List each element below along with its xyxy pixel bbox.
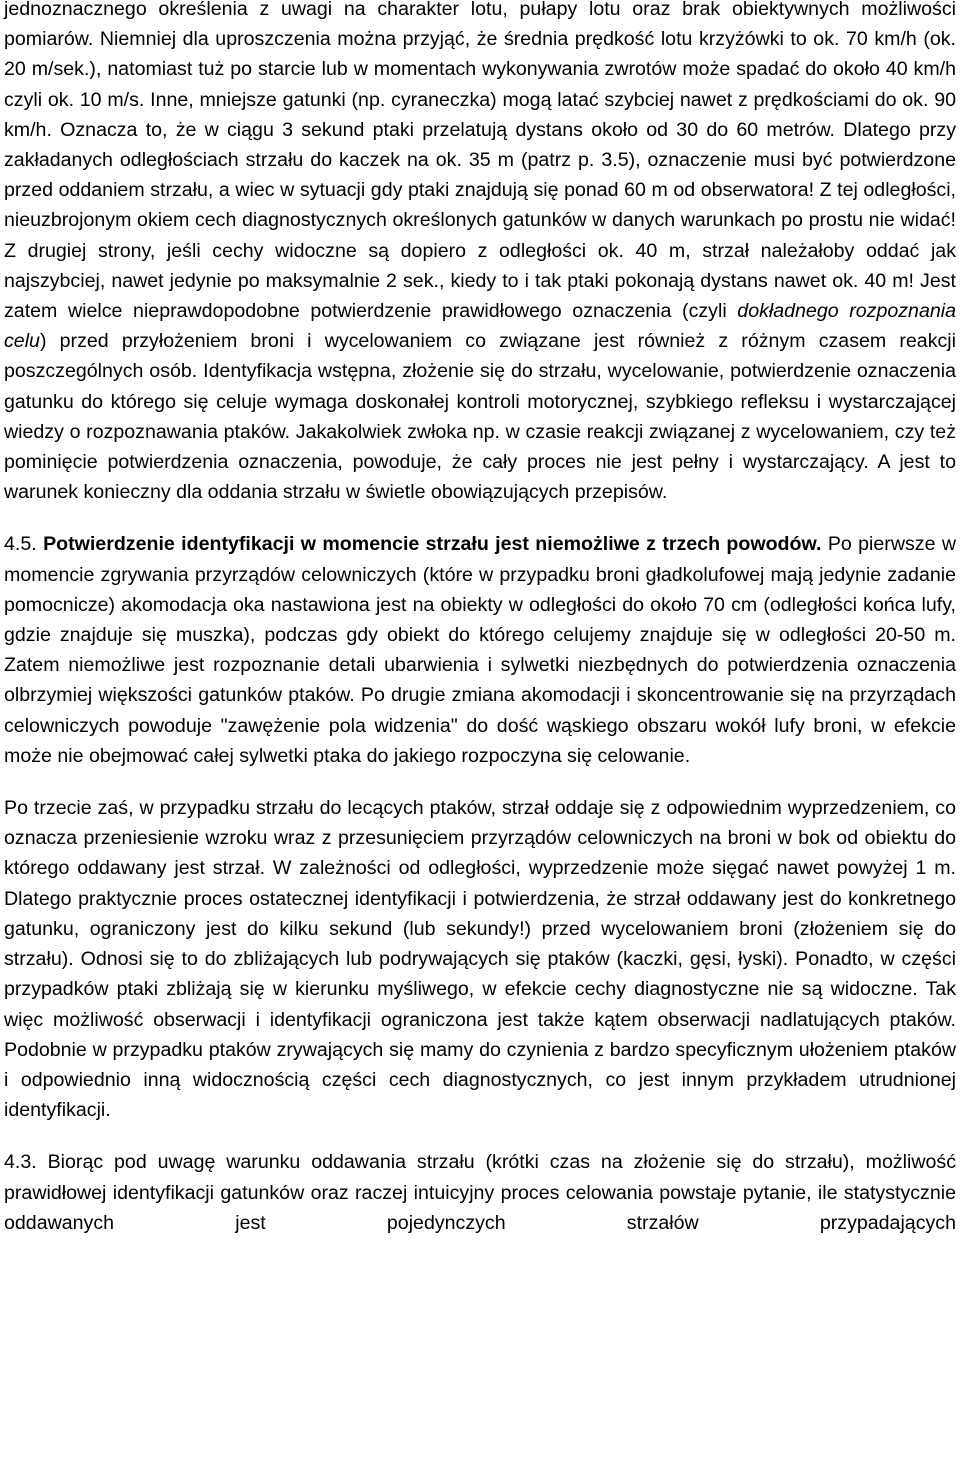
paragraph-text: Biorąc pod uwagę warunku oddawania strzału (krótki czas na złożenie się do strzału), możliwość prawidłowej identyfikacji gatunków oraz raczej intuicyjny proces celowania powstaje pytanie, ile statystycznie oddawanych jest pojedynczych strzałów przypadających (4, 1151, 956, 1234)
paragraph-text: Po trzecie zaś, w przypadku strzału do lecących ptaków, strzał oddaje się z odpowiednim wyprzedzeniem, co oznacza przeniesienie wzroku wraz z przesunięciem przyrządów celowniczych na broni w bok od obiektu do którego oddawany jest strzał. W zależności od odległości, wyprzedzenie może sięgać nawet powyżej 1 m. Dlatego praktycznie proces ostatecznej identyfikacji i potwierdzenia, że strzał oddawany jest do konkretnego gatunku, ograniczony jest do kilku sekund (lub sekundy!) przed wycelowaniem broni (złożeniem się do strzału). Odnosi się to do zbliżających lub podrywających się ptaków (kaczki, gęsi, łyski). Ponadto, w części przypadków ptaki zbliżają się w kierunku myśliwego, w efekcie cechy diagnostyczne nie są widoczne. Tak więc możliwość obserwacji i identyfikacji ograniczona jest także kątem obserwacji nadlatujących ptaków. Podobnie w przypadku ptaków zrywających się mamy do czynienia z bardzo specyficznym ułożeniem ptaków i odpowiednio inną widocznością części cech diagnostycznych, co jest innym przykładem utrudnionej identyfikacji. (4, 797, 956, 1122)
paragraph-text: jednoznacznego określenia z uwagi na charakter lotu, pułapy lotu oraz brak obiektywnych możliwości pomiarów. Niemniej dla uproszczenia można przyjąć, że średnia prędkość lotu krzyżówki to ok. 70 km/h (ok. 20 m/sek.), natomiast tuż po starcie lub w momentach wykonywania zwrotów może spadać do około 40 km/h czyli ok. 10 m/s. Inne, mniejsze gatunki (np. cyraneczka) mogą latać szybciej nawet z prędkościami do ok. 90 km/h. Oznacza to, że w ciągu 3 sekund ptaki przelatują dystans około od 30 do 60 metrów. Dlatego przy zakładanych odległościach strzału do kaczek na ok. 35 m (patrz p. 3.5), oznaczenie musi być potwierdzone przed oddaniem strzału, a wiec w sytuacji gdy ptaki znajdują się ponad 60 m od obserwatora! Z tej odległości, nieuzbrojonym okiem cech diagnostycznych określonych gatunków w danych warunkach po prostu nie widać! Z drugiej strony, jeśli cechy widoczne są dopiero z odległości ok. 40 m, strzał należałoby oddać jak najszybciej, nawet jedynie po maksymalnie 2 sek., kiedy to i tak ptaki pokonają dystans nawet ok. 40 m! Jest zatem wielce nieprawdopodobne potwierdzenie prawidłowego oznaczenia (czyli (4, 0, 956, 323)
section-number: 4.5. (4, 533, 37, 556)
paragraph-text: ) przed przyłożeniem broni i wycelowaniem co związane jest również z różnym czasem reakcji poszczególnych osób. Identyfikacja wstępna, złożenie się do strzału, wycelowanie, potwierdzenie oznaczenia gatunku do którego się celuje wymaga doskonałej kontroli motorycznej, szybkiego refleksu i wystarczającej wiedzy o rozpoznawania ptaków. Jakakolwiek zwłoka np. w czasie reakcji związanej z wycelowaniem, czy też pominięcie potwierdzenia oznaczenia, powoduje, że cały proces nie jest pełny i wystarczający. A jest to warunek konieczny dla oddania strzału w świetle obowiązujących przepisów. (4, 330, 956, 504)
document-page (4, 0, 956, 1238)
paragraph-text: Po pierwsze w momencie zgrywania przyrządów celowniczych (które w przypadku broni gładkolufowej mają jedynie zadanie pomocnicze) akomodacja oka nastawiona jest na obiekty w odległości do około 70 cm (odległości końca lufy, gdzie znajduje się muszka), podczas gdy obiekt do którego celujemy znajduje się w odległości 20-50 m. Zatem niemożliwe jest rozpoznanie detali ubarwienia i sylwetki niezbędnych do potwierdzenia oznaczenia olbrzymiej większości gatunków ptaków. Po drugie zmiana akomodacji i skoncentrowanie się na przyrządach celowniczych powoduje "zawężenie pola widzenia" do dość wąskiego obszaru wokół lufy broni, w efekcie może nie obejmować całej sylwetki ptaka do jakiego rozpoczyna się celowanie. (4, 533, 956, 767)
section-4-3 (4, 1147, 956, 1238)
section-heading: Potwierdzenie identyfikacji w momencie strzału jest niemożliwe z trzech powodów. (43, 533, 822, 556)
section-number: 4.3. (4, 1151, 37, 1174)
paragraph-third-reason (4, 793, 956, 1125)
paragraph-duck-flight-speed (4, 0, 956, 507)
section-4-5 (4, 529, 956, 771)
emphasis-text: dokładnego rozpoznania celu (4, 300, 956, 353)
